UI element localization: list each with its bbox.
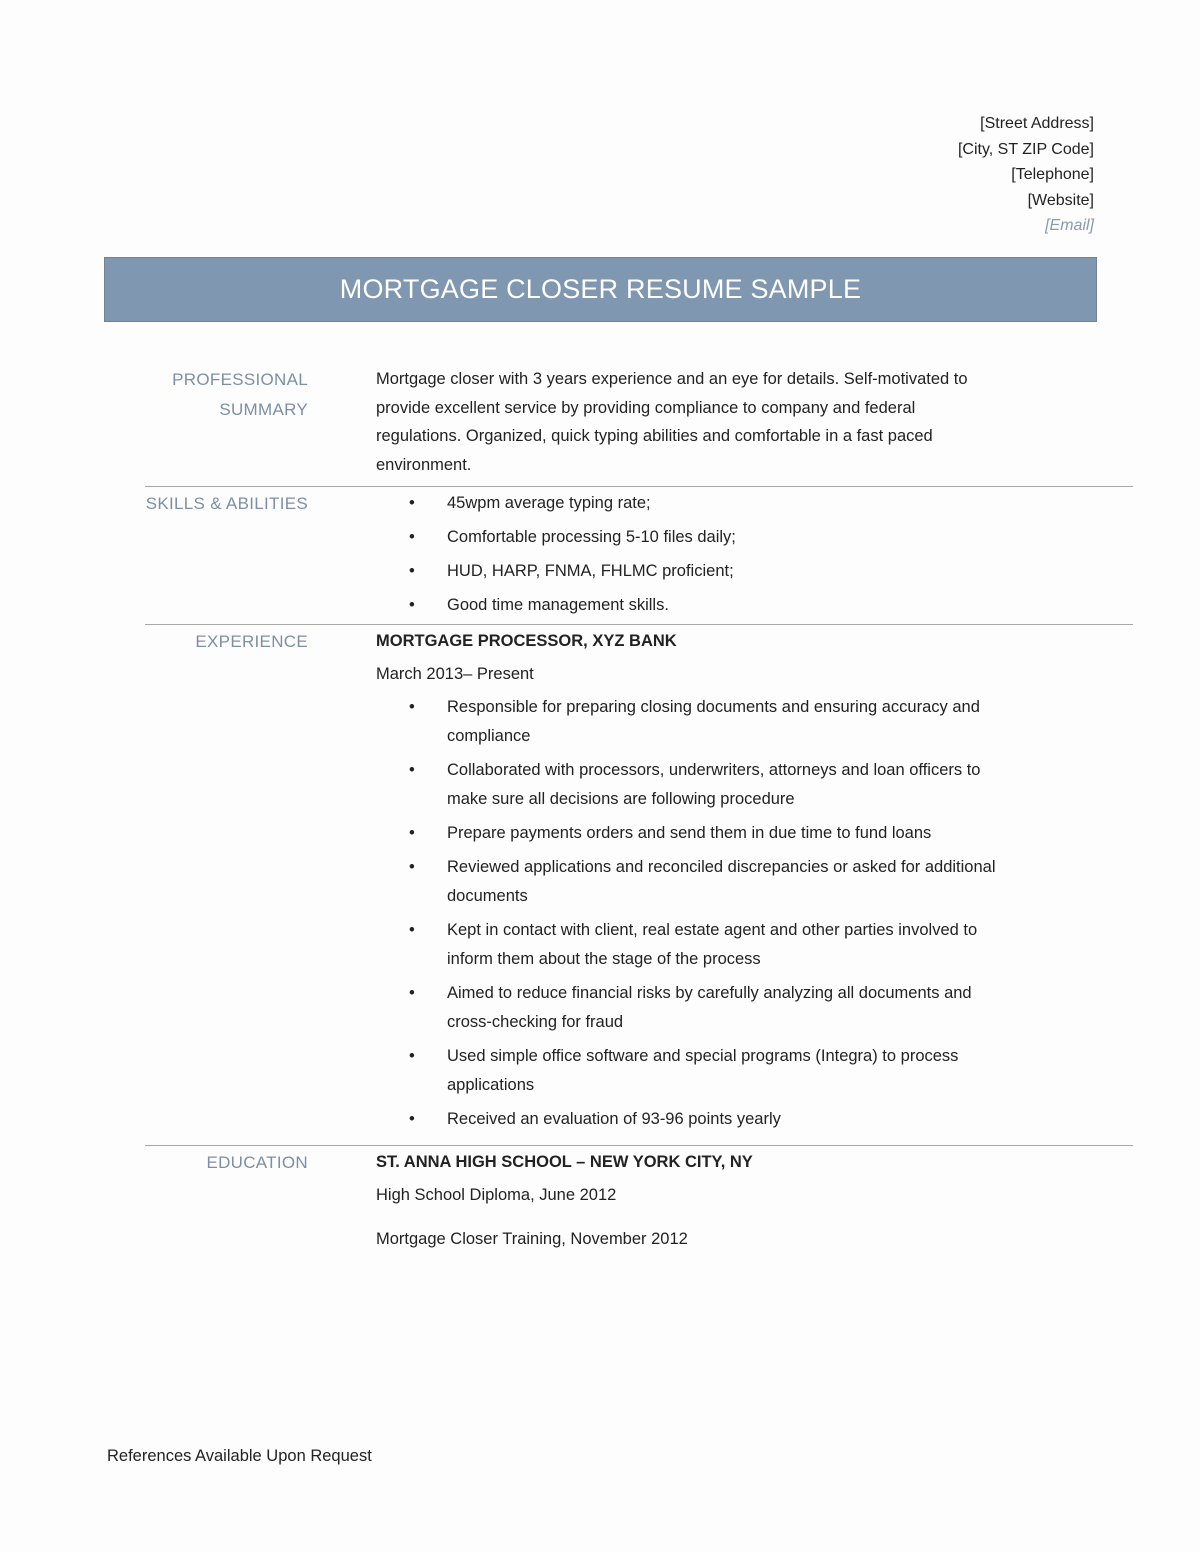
divider [145,624,1133,625]
contact-block [958,111,1094,239]
references-note: References Available Upon Request [107,1447,372,1465]
list-item-text: 45wpm average typing rate; [447,494,651,512]
education-content [376,1148,996,1254]
bullet-icon: • [409,824,415,842]
list-item-text: Used simple office software and special programs (Integra) to process applications [447,1047,959,1094]
summary-label-line2: SUMMARY [219,400,308,419]
bullet-icon: • [409,494,415,512]
summary-label [145,365,308,425]
city-state-zip: [City, ST ZIP Code] [957,140,1094,158]
skills-list [376,489,996,625]
bullet-icon: • [409,1047,415,1065]
list-item [376,523,996,552]
training: Mortgage Closer Training, November 2012 [376,1230,688,1248]
school-name: ST. ANNA HIGH SCHOOL – NEW YORK CITY, NY [376,1153,753,1171]
skills-label: SKILLS & ABILITIES [145,494,308,513]
list-item [376,853,996,911]
bullet-icon: • [409,698,415,716]
list-item [376,756,996,814]
list-item [376,1042,996,1100]
bullet-icon: • [409,858,415,876]
education-label: EDUCATION [206,1153,308,1172]
job-dates: March 2013– Present [376,665,534,683]
summary-label-line1: PROFESSIONAL [172,370,308,389]
list-item-text: Received an evaluation of 93-96 points yearly [447,1110,781,1128]
list-item-text: Prepare payments orders and send them in due time to fund loans [447,824,932,842]
list-item [376,489,996,518]
street-address: [Street Address] [980,115,1094,132]
bullet-icon: • [409,984,415,1002]
list-item [376,591,996,620]
bullet-icon: • [409,921,415,939]
list-item-text: Collaborated with processors, underwriters, attorneys and loan officers to make sure all decisions are following procedure [447,761,981,808]
telephone: [Telephone] [1011,166,1094,183]
page-title: MORTGAGE CLOSER RESUME SAMPLE [339,274,862,304]
list-item [376,916,996,974]
website: [Website] [1027,191,1094,209]
list-item-text: Aimed to reduce financial risks by carefully analyzing all documents and cross-checking for fraud [447,984,972,1031]
list-item-text: HUD, HARP, FNMA, FHLMC proficient; [447,562,734,580]
summary-text: Mortgage closer with 3 years experience and an eye for details. Self-motivated to provide excellent service by providing compliance to company and federal regulations. Organized, quick typing abilities and comfortable in a fast paced environment. [376,370,968,474]
list-item-text: Kept in contact with client, real estate agent and other parties involved to inform them about the stage of the process [447,921,978,968]
diploma: High School Diploma, June 2012 [376,1186,617,1204]
list-item [376,1105,996,1134]
list-item [376,557,996,586]
bullet-icon: • [409,596,415,614]
list-item-text: Good time management skills. [447,596,669,614]
list-item [376,979,996,1037]
job-title: MORTGAGE PROCESSOR, XYZ BANK [376,632,677,650]
list-item-text: Reviewed applications and reconciled discrepancies or asked for additional documents [447,858,996,905]
bullet-icon: • [409,761,415,779]
divider [145,1145,1133,1146]
bullet-icon: • [409,1110,415,1128]
list-item-text: Comfortable processing 5-10 files daily; [447,528,736,546]
bullet-icon: • [409,562,415,580]
experience-content [376,627,996,1139]
email: [Email] [1045,217,1094,234]
title-banner [104,257,1097,322]
divider [145,486,1133,487]
list-item [376,819,996,848]
list-item-text: Responsible for preparing closing documents and ensuring accuracy and compliance [447,698,980,745]
bullet-icon: • [409,528,415,546]
experience-label: EXPERIENCE [195,632,308,651]
list-item [376,693,996,751]
